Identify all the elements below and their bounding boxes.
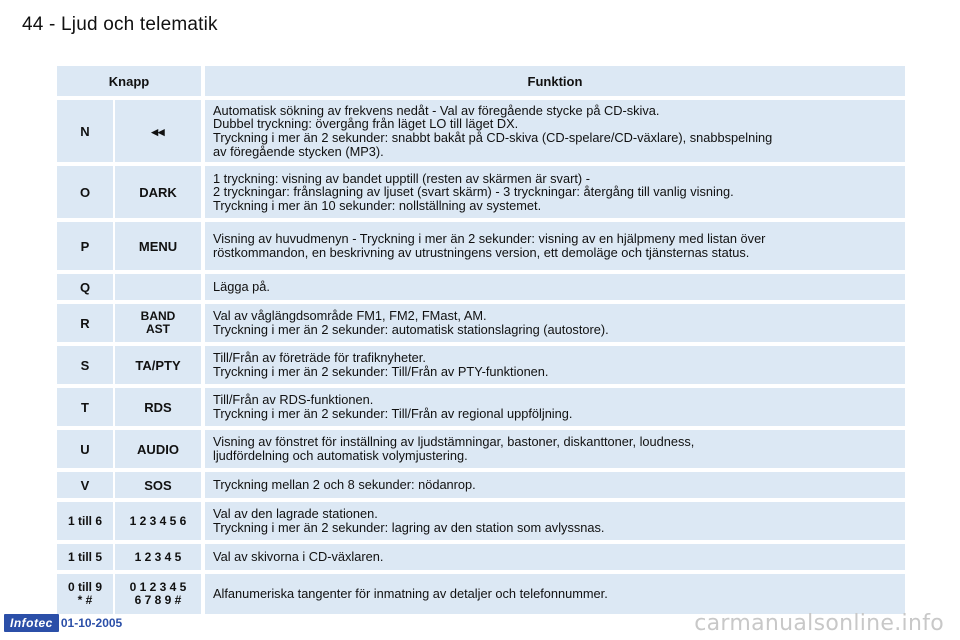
table-row xyxy=(57,274,905,300)
infotec-logo: Infotec xyxy=(4,614,59,632)
function-text-line: Lägga på. xyxy=(213,279,270,295)
row-letter: 1 till 5 xyxy=(57,544,113,570)
function-text-line: Tryckning i mer än 10 sekunder: nollställning av systemet. xyxy=(213,197,542,213)
table-row xyxy=(57,472,905,498)
row-button-label: TA/PTY xyxy=(115,346,201,384)
function-text-line: Visning av huvudmenyn - Tryckning i mer än 2 sekunder: visning av en hjälpmeny med listan över xyxy=(213,231,766,247)
watermark: carmanualsonline.info xyxy=(694,611,944,636)
row-button-label: RDS xyxy=(115,388,201,426)
column-header-knapp: Knapp xyxy=(57,66,201,96)
function-text-line: Val av den lagrade stationen. xyxy=(213,506,378,522)
function-text-line: röstkommandon, en beskrivning av utrustningens version, ett demoläge och tjänsternas status. xyxy=(213,245,750,260)
row-letter: U xyxy=(57,430,113,468)
row-function xyxy=(205,430,905,468)
table-row xyxy=(57,388,905,426)
row-letter: P xyxy=(57,222,113,270)
row-button-label: BAND AST xyxy=(115,304,201,342)
row-function xyxy=(205,304,905,342)
table-row xyxy=(57,574,905,614)
function-text-line: Tryckning i mer än 2 sekunder: lagring av den station som avlyssnas. xyxy=(213,520,605,535)
function-text-line: Tryckning i mer än 2 sekunder: Till/Från av PTY-funktionen. xyxy=(213,364,549,379)
function-text-line: ljudfördelning och automatisk volymjustering. xyxy=(213,448,468,463)
row-button-label xyxy=(115,274,201,300)
table-row xyxy=(57,166,905,218)
row-button-label: 1 2 3 4 5 xyxy=(115,544,201,570)
footer-date: 01-10-2005 xyxy=(60,616,123,630)
function-text-line: Val av skivorna i CD-växlaren. xyxy=(213,549,384,565)
table-row xyxy=(57,222,905,270)
row-button-label: 1 2 3 4 5 6 xyxy=(115,502,201,540)
row-button-label: 0 1 2 3 4 5 6 7 8 9 # xyxy=(115,574,201,614)
row-letter: 0 till 9 * # xyxy=(57,574,113,614)
row-function xyxy=(205,502,905,540)
table-row xyxy=(57,502,905,540)
function-text-line: Till/Från av RDS-funktionen. xyxy=(213,392,374,408)
function-text-line: Dubbel tryckning: övergång från läget LO till läget DX. xyxy=(213,116,519,132)
footer xyxy=(4,614,122,632)
function-text-line: av föregående stycken (MP3). xyxy=(213,143,384,159)
function-text-line: Val av våglängdsområde FM1, FM2, FMast, AM. xyxy=(213,308,487,324)
row-function xyxy=(205,100,905,162)
row-button-label: AUDIO xyxy=(115,430,201,468)
function-text-line: Till/Från av företräde för trafiknyheter. xyxy=(213,350,426,366)
row-letter: T xyxy=(57,388,113,426)
table-row xyxy=(57,100,905,162)
row-letter: N xyxy=(57,100,113,162)
function-text-line: 1 tryckning: visning av bandet upptill (resten av skärmen är svart) - xyxy=(213,170,590,186)
table-header-row xyxy=(57,66,905,96)
table-row xyxy=(57,544,905,570)
row-function xyxy=(205,346,905,384)
row-letter: S xyxy=(57,346,113,384)
row-function xyxy=(205,388,905,426)
table-body xyxy=(57,100,905,614)
column-header-funktion: Funktion xyxy=(205,66,905,96)
row-function xyxy=(205,544,905,570)
row-letter: O xyxy=(57,166,113,218)
table-row xyxy=(57,346,905,384)
row-function xyxy=(205,472,905,498)
function-text-line: Alfanumeriska tangenter för inmatning av detaljer och telefonnummer. xyxy=(213,586,608,602)
row-function xyxy=(205,166,905,218)
table-row xyxy=(57,430,905,468)
row-letter: Q xyxy=(57,274,113,300)
table-row xyxy=(57,304,905,342)
page-title: 44 - Ljud och telematik xyxy=(22,14,218,35)
function-text-line: Automatisk sökning av frekvens nedåt - Val av föregående stycke på CD-skiva. xyxy=(213,102,660,118)
row-function xyxy=(205,274,905,300)
function-text-line: 2 tryckningar: frånslagning av ljuset (svart skärm) - 3 tryckningar: återgång till vanlig visning. xyxy=(213,184,734,200)
row-letter: V xyxy=(57,472,113,498)
row-letter: 1 till 6 xyxy=(57,502,113,540)
function-text-line: Visning av fönstret för inställning av ljudstämningar, bastoner, diskanttoner, loudness, xyxy=(213,434,695,450)
row-function xyxy=(205,574,905,614)
function-text-line: Tryckning mellan 2 och 8 sekunder: nödanrop. xyxy=(213,477,476,493)
row-button-label: DARK xyxy=(115,166,201,218)
row-button-label: ◂◂ xyxy=(115,100,201,162)
function-text-line: Tryckning i mer än 2 sekunder: Till/Från av regional uppföljning. xyxy=(213,406,573,421)
function-text-line: Tryckning i mer än 2 sekunder: automatisk stationslagring (autostore). xyxy=(213,322,609,337)
function-text-line: Tryckning i mer än 2 sekunder: snabbt bakåt på CD-skiva (CD-spelare/CD-växlare), snabbspelning xyxy=(213,130,773,145)
row-button-label: SOS xyxy=(115,472,201,498)
row-function xyxy=(205,222,905,270)
row-button-label: MENU xyxy=(115,222,201,270)
button-function-table xyxy=(57,66,905,618)
row-letter: R xyxy=(57,304,113,342)
